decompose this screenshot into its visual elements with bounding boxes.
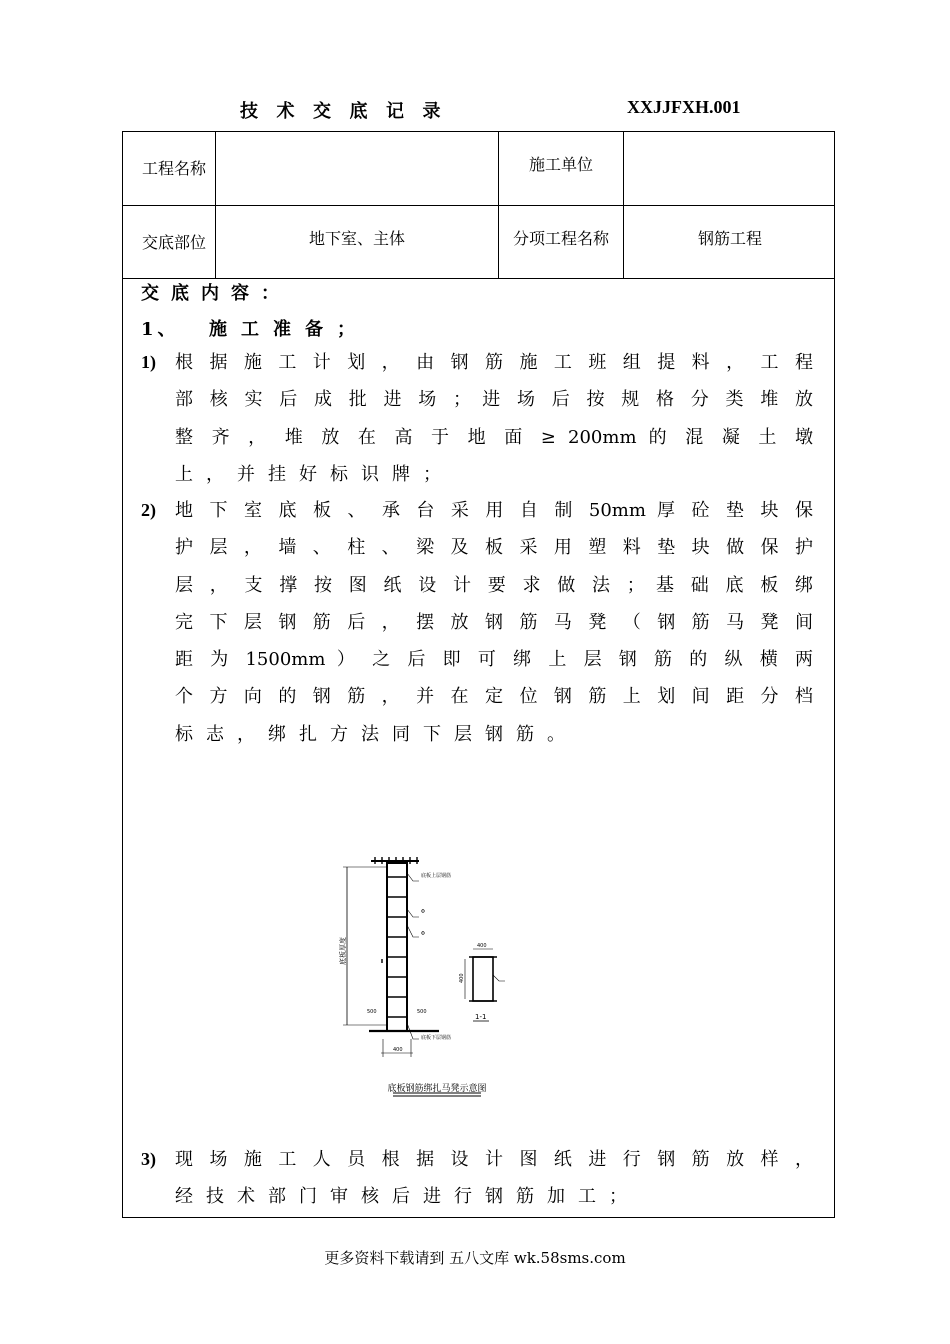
subproject-label: 分项工程名称	[512, 228, 609, 248]
text-line: 标志，绑扎方法同下层钢筋。	[175, 723, 578, 745]
text-line: 整 齐 ， 堆 放 在 高 于 地 面 ≥ 200mm 的 混 凝 土 墩	[175, 426, 813, 448]
text-line: 根 据 施 工 计 划 ， 由 钢 筋 施 工 班 组 提 料 ， 工 程	[175, 352, 813, 373]
section-1-number: 1、	[141, 319, 180, 340]
label-d-2: Φ	[421, 931, 425, 937]
section-label: 1-1	[475, 1013, 487, 1021]
label-top-right: 底板上层钢筋	[421, 873, 452, 879]
text-line: 地 下 室 底 板 、 承 台 采 用 自 制 50mm 厚 砼 垫 块 保	[175, 500, 813, 521]
item-1-number: 1)	[141, 352, 156, 372]
contractor-value[interactable]	[624, 132, 836, 205]
document-title-row	[0, 97, 950, 123]
item-2-number: 2)	[141, 500, 156, 520]
label-d: Φ	[421, 909, 425, 915]
dim-bottom: 400	[393, 1047, 403, 1053]
text-line: 护 层 ， 墙 、 柱 、 梁 及 板 采 用 塑 料 垫 块 做 保 护	[175, 537, 813, 559]
subproject-value: 钢筋工程	[697, 228, 762, 248]
diagram-caption: 底板钢筋绑扎马凳示意图	[387, 1084, 487, 1094]
dim-500-left: 500	[367, 1009, 377, 1015]
label-bottom-right: 底板下层钢筋	[421, 1035, 452, 1041]
item-2-text	[175, 492, 813, 753]
text-line: 经技术部门审核后进行钢筋加工；	[175, 1186, 640, 1208]
label-height: 底板厚度	[339, 937, 347, 965]
dim-small-side: 400	[459, 973, 465, 983]
text-line: 距 为 1500mm ） 之 后 即 可 绑 上 层 钢 筋 的 纵 横 两	[175, 649, 813, 671]
dim-small-top: 400	[477, 943, 487, 949]
text-line: 层 ， 支 撑 按 图 纸 设 计 要 求 做 法 ； 基 础 底 板 绑	[175, 574, 813, 596]
project-name-value[interactable]	[216, 132, 498, 205]
text-line: 个 方 向 的 钢 筋 ， 并 在 定 位 钢 筋 上 划 间 距 分 档	[175, 686, 813, 708]
rebar-chair-diagram	[335, 855, 535, 1100]
section-1-heading	[141, 315, 369, 341]
text-line: 完 下 层 钢 筋 后 ， 摆 放 钢 筋 马 凳 （ 钢 筋 马 凳 间	[175, 611, 813, 633]
text-line: 部 核 实 后 成 批 进 场 ； 进 场 后 按 规 格 分 类 堆 放	[175, 389, 813, 411]
project-name-label: 工程名称	[141, 159, 206, 178]
text-line: 上，并挂好标识牌；	[175, 463, 454, 485]
location-value: 地下室、主体	[308, 228, 405, 248]
document-title: 技 术 交 底 记 录	[240, 101, 448, 121]
footer-text: 更多资料下载请到 五八文库 wk.58sms.com	[324, 1249, 626, 1267]
item-1-text	[175, 344, 813, 493]
item-3-text	[175, 1141, 813, 1216]
content-heading: 交底内容：	[141, 283, 291, 304]
dim-500-right: 500	[417, 1009, 427, 1015]
location-label: 交底部位	[141, 232, 206, 252]
item-3-number: 3)	[141, 1149, 156, 1169]
text-line: 现 场 施 工 人 员 根 据 设 计 图 纸 进 行 钢 筋 放 样 ，	[175, 1149, 813, 1170]
section-1-title: 施工准备；	[209, 319, 369, 340]
document-code: XXJJFXH.001	[627, 97, 741, 117]
contractor-label: 施工单位	[528, 154, 593, 174]
